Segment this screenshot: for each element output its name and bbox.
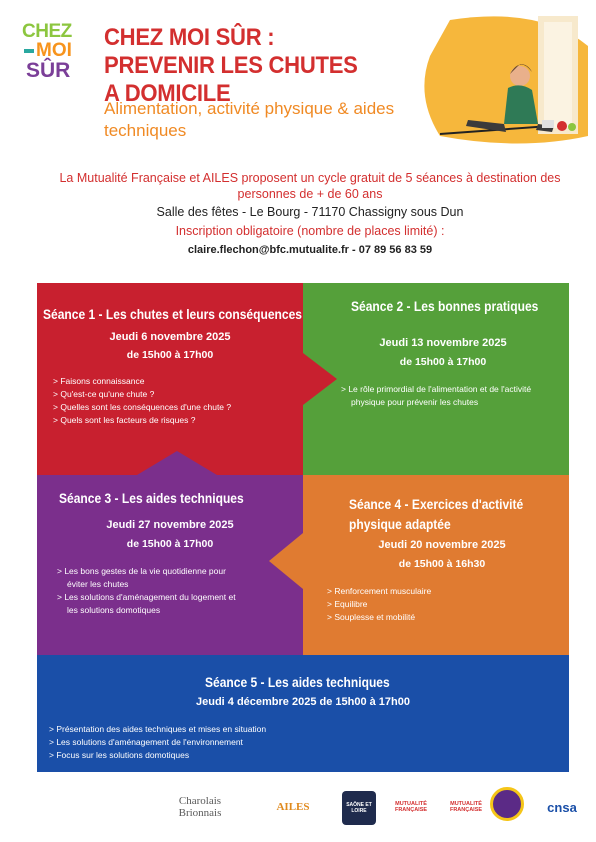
list-item: > Les solutions d'aménagement du logement et les solutions domotiques: [57, 591, 247, 617]
mutualite-francaise-logo: MUTUALITÉ FRANÇAISE: [394, 801, 428, 813]
session-4-list: [327, 585, 547, 624]
logo-line-chez: CHEZ: [22, 21, 72, 42]
session-5-date: Jeudi 4 décembre 2025 de 15h00 à 17h00: [195, 696, 411, 708]
arrow-down-icon: [401, 631, 481, 655]
sessions-grid: [37, 283, 569, 772]
saone-et-loire-logo: SAÔNE ET LOIRE: [342, 791, 376, 825]
charolais-brionnais-logo: Charolais Brionnais: [178, 795, 222, 819]
inscription-notice: Inscription obligatoire (nombre de places limité) :: [175, 224, 445, 238]
session-3-title: Séance 3 - Les aides techniques: [59, 490, 244, 506]
page-title: CHEZ MOI SÛR : PREVENIR LES CHUTES A DOMICILE: [104, 24, 358, 107]
logo-line-sur: SÛR: [26, 59, 71, 82]
partner-logos: [160, 785, 590, 831]
session-3-list: [57, 565, 247, 617]
chez-moi-sur-logo: [22, 22, 94, 81]
list-item: > Renforcement musculaire: [327, 585, 547, 598]
session-3-date: Jeudi 27 novembre 2025: [106, 519, 234, 531]
session-5-list: [49, 723, 549, 762]
session-2-list: [341, 383, 551, 409]
session-2-time: de 15h00 à 17h00: [399, 356, 487, 368]
fallen-person-illustration: [420, 16, 590, 148]
list-item: > Présentation des aides techniques et mises en situation: [49, 723, 549, 736]
session-3-time: de 15h00 à 17h00: [126, 538, 214, 550]
session-4-title-line1: Séance 4 - Exercices d'activité: [349, 496, 524, 512]
intro-text: La Mutualité Française et AILES proposent un cycle gratuit de 5 séances à destination des personnes de + de 60 ans: [59, 171, 561, 201]
list-item: > Focus sur les solutions domotiques: [49, 749, 549, 762]
arrow-up-icon: [137, 451, 217, 475]
session-4-title-line2: physique adaptée: [349, 516, 451, 532]
logo-line-moi: MOI: [24, 41, 94, 60]
mutualite-francaise-logo-2: MUTUALITÉ FRANÇAISE: [449, 801, 483, 813]
star-emblem-logo: [490, 787, 524, 821]
list-item: > Les solutions d'aménagement de l'environnement: [49, 736, 549, 749]
session-1-date: Jeudi 6 novembre 2025: [109, 331, 231, 343]
list-item: > Quelles sont les conséquences d'une chute ?: [53, 401, 293, 414]
session-1-title: Séance 1 - Les chutes et leurs conséquences: [43, 306, 302, 322]
session-2-title: Séance 2 - Les bonnes pratiques: [351, 298, 539, 314]
list-item: > Souplesse et mobilité: [327, 611, 547, 624]
list-item: > Faisons connaissance: [53, 375, 293, 388]
session-1-list: [53, 375, 293, 427]
venue: Salle des fêtes - Le Bourg - 71170 Chassigny sous Dun: [156, 205, 464, 219]
ailes-logo: AILES: [276, 801, 310, 813]
session-1-time: de 15h00 à 17h00: [126, 349, 214, 361]
list-item: > Les bons gestes de la vie quotidienne pour éviter les chutes: [57, 565, 247, 591]
list-item: > Le rôle primordial de l'alimentation et de l'activité physique pour prévenir les chutes: [341, 383, 551, 409]
session-4-date: Jeudi 20 novembre 2025: [378, 539, 506, 551]
list-item: > Equilibre: [327, 598, 547, 611]
contact-info[interactable]: claire.flechon@bfc.mutualite.fr - 07 89 56 83 59: [187, 244, 433, 256]
session-2-date: Jeudi 13 novembre 2025: [379, 337, 507, 349]
session-5-title: Séance 5 - Les aides techniques: [205, 674, 390, 690]
cnsa-logo: cnsa: [547, 799, 577, 815]
session-4-time: de 15h00 à 16h30: [398, 558, 486, 570]
arrow-right-icon: [303, 353, 337, 405]
list-item: > Qu'est-ce qu'une chute ?: [53, 388, 293, 401]
page-subtitle: Alimentation, activité physique & aides techniques: [104, 99, 395, 140]
list-item: > Quels sont les facteurs de risques ?: [53, 414, 293, 427]
intro-block: [40, 170, 580, 258]
